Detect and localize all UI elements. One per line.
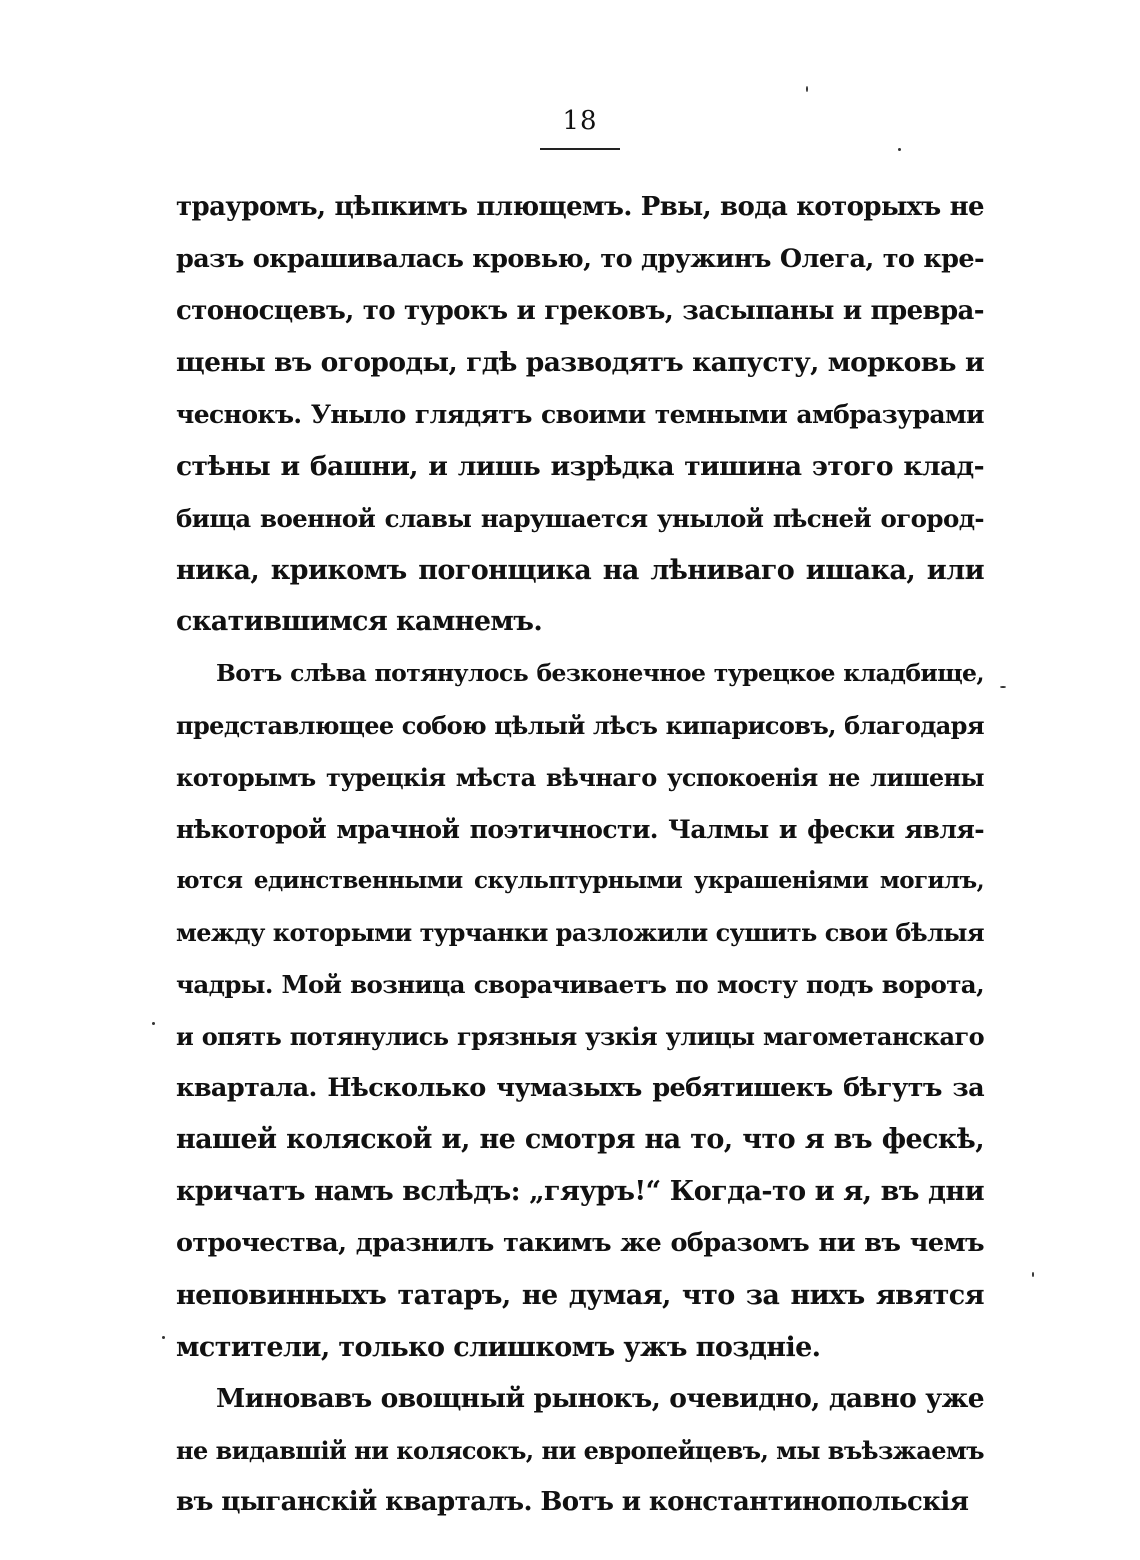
text-line: Миновавъ овощный рынокъ, очевидно, давно уже	[216, 1383, 984, 1415]
text-line: кричатъ намъ вслѣдъ: „гяуръ!“ Когда-то и я, въ дни	[176, 1176, 984, 1208]
text-line: квартала. Нѣсколько чумазыхъ ребятишекъ бѣгутъ за	[176, 1072, 984, 1103]
text-line: ются единственными скульптурными украшеніями могилъ,	[176, 867, 984, 895]
text-line: скатившимся камнемъ.	[176, 606, 543, 638]
text-line: бища военной славы нарушается унылой пѣсней огород-	[176, 503, 984, 533]
print-speck	[162, 1336, 165, 1339]
print-speck	[1000, 686, 1006, 688]
text-line: неповинныхъ татаръ, не думая, что за нихъ явятся	[176, 1279, 984, 1311]
print-speck	[898, 148, 901, 151]
text-line: въ цыганскiй кварталъ. Вотъ и константинопольскія	[176, 1486, 969, 1517]
print-speck	[806, 86, 808, 92]
body-text	[176, 182, 984, 1529]
print-speck	[152, 1022, 155, 1025]
text-line: которымъ турецкія мѣста вѣчнаго успокоенія не лишены	[176, 762, 984, 792]
text-line: нашей коляской и, не смотря на то, что я въ фескѣ,	[176, 1124, 984, 1156]
text-line: щены въ огороды, гдѣ разводятъ капусту, морковь и	[176, 347, 984, 379]
text-line: стоносцевъ, то турокъ и грековъ, засыпаны и превра-	[176, 295, 984, 326]
text-line: чадры. Мой возница сворачиваетъ по мосту подъ ворота,	[176, 969, 984, 999]
text-line: нѣкоторой мрачной поэтичности. Чалмы и фески явля-	[176, 814, 984, 844]
print-speck	[1032, 1272, 1034, 1277]
page-number-rule	[540, 148, 620, 150]
page-number: 18	[562, 106, 598, 136]
text-line: и опять потянулись грязныя узкія улицы магометанскаго	[176, 1021, 984, 1051]
text-line: ника, крикомъ погонщика на лѣниваго ишака, или	[176, 554, 984, 586]
text-line: представлющее собою цѣлый лѣсъ кипарисовъ, благодаря	[176, 710, 984, 740]
text-line: разъ окрашивалась кровью, то дружинъ Олега, то кре-	[176, 243, 984, 274]
text-line: не видавшiй ни колясокъ, ни европейцевъ, мы въѣзжаемъ	[176, 1436, 984, 1466]
text-line: мстители, только слишкомъ ужъ позднiе.	[176, 1331, 821, 1363]
text-line: чеснокъ. Уныло глядятъ своими темными амбразурами	[176, 400, 984, 430]
text-line: стѣны и башни, и лишь изрѣдка тишина этого клад-	[176, 450, 984, 482]
text-line: отрочества, дразнилъ такимъ же образомъ ни въ чемъ	[176, 1227, 984, 1258]
text-line: между которыми турчанки разложили сушить свои бѣлыя	[176, 918, 984, 948]
text-line: Вотъ слѣва потянулось безконечное турецкое кладбище,	[216, 659, 984, 688]
text-line: трауромъ, цѣпкимъ плющемъ. Рвы, вода которыхъ не	[176, 192, 984, 222]
